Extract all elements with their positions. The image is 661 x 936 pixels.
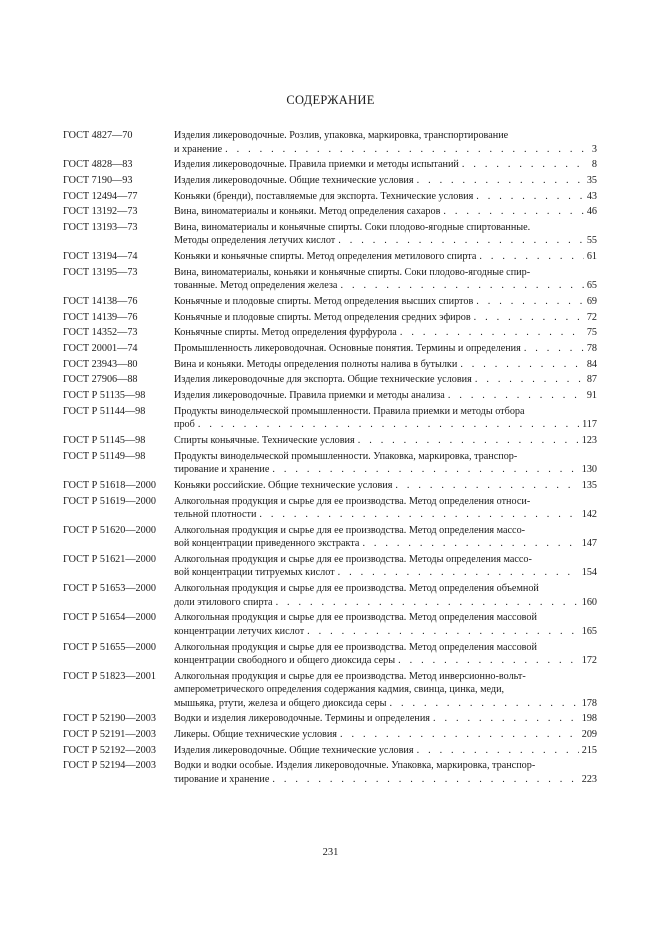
standard-code: ГОСТ 4828—83: [63, 159, 133, 171]
entry-page-number: 61: [586, 251, 597, 263]
entry-body: [174, 129, 597, 156]
dot-leader: [272, 463, 578, 477]
entry-body: [174, 358, 597, 372]
entry-title-text: Коньячные и плодовые спирты. Метод определения высших спиртов: [174, 296, 474, 307]
entry-line: [174, 279, 597, 293]
dot-leader: [398, 654, 579, 668]
entry-title-text: концентрации летучих кислот: [174, 625, 305, 637]
page-number: 231: [322, 847, 339, 858]
entry-page-number: 209: [581, 729, 597, 741]
entry-line: [174, 773, 597, 787]
entry-title-text: амперометрического определения содержания кадмия, свинца, цинка, меди,: [174, 684, 505, 696]
entry-line: [174, 266, 597, 280]
toc-entry: [63, 250, 597, 264]
entry-title-text: Коньяки (бренди), поставляемые для экспорта. Технические условия: [174, 190, 474, 202]
entry-line: [174, 405, 597, 419]
standard-code: ГОСТ 20001—74: [63, 343, 138, 355]
toc-entry: [63, 670, 597, 711]
entry-title-text: Продукты винодельческой промышленности. Правила приемки и методы отбора: [174, 405, 525, 417]
entry-page-number: 65: [586, 280, 597, 292]
standard-code: ГОСТ Р 51618—2000: [63, 479, 156, 491]
entry-line: [174, 537, 597, 551]
entry-line: [174, 143, 597, 157]
entry-page-number: 117: [582, 419, 597, 431]
entry-line: [174, 234, 597, 248]
standard-code: ГОСТ Р 51144—98: [63, 405, 146, 417]
entry-line: [174, 373, 597, 387]
entry-line: [174, 450, 597, 464]
dot-leader: [395, 479, 578, 493]
entry-page-number: 223: [581, 773, 597, 785]
entry-title-text: Ликеры. Общие технические условия: [174, 729, 337, 741]
dot-leader: [479, 250, 583, 264]
entry-body: [174, 266, 597, 293]
entry-line: [174, 295, 597, 309]
entry-line: [174, 311, 597, 325]
toc-entry: [63, 342, 597, 356]
standard-code: ГОСТ Р 51619—2000: [63, 495, 156, 507]
dot-leader: [340, 728, 579, 742]
dot-leader: [358, 434, 579, 448]
entry-line: [174, 524, 597, 538]
entry-page-number: 3: [591, 143, 597, 155]
toc-entry: [63, 728, 597, 742]
standard-code: ГОСТ 13194—74: [63, 251, 138, 263]
dot-leader: [460, 358, 584, 372]
entry-page-number: 130: [581, 464, 597, 476]
entry-title-text: концентрации свободного и общего диоксида серы: [174, 655, 396, 666]
dot-leader: [225, 143, 589, 157]
standard-code: ГОСТ Р 51823—2001: [63, 670, 156, 682]
entry-page-number: 55: [586, 235, 597, 247]
standard-code: ГОСТ 4827—70: [63, 130, 133, 141]
entry-page-number: 43: [586, 190, 597, 202]
entry-line: [174, 463, 597, 477]
toc-entry: [63, 553, 597, 580]
entry-body: [174, 250, 597, 264]
entry-title-text: тирование и хранение: [174, 773, 270, 785]
entry-title-text: Алкогольная продукция и сырье для ее производства. Метод определения относи-: [174, 495, 531, 507]
entry-line: [174, 205, 597, 219]
dot-leader: [338, 234, 584, 248]
entry-title-text: Изделия ликероводочные. Розлив, упаковка, маркировка, транспортирование: [174, 130, 509, 141]
toc-entry: [63, 450, 597, 477]
entry-line: [174, 174, 597, 188]
dot-leader: [276, 596, 579, 610]
entry-line: [174, 670, 597, 684]
entry-line: [174, 389, 597, 403]
entry-page-number: 147: [581, 538, 597, 550]
entry-line: [174, 582, 597, 596]
entry-line: [174, 190, 597, 204]
entry-title-text: тирование и хранение: [174, 464, 270, 476]
toc-entry: [63, 205, 597, 219]
entry-title-text: Коньячные спирты. Метод определения фурфурола: [174, 327, 397, 339]
standard-code: ГОСТ 14139—76: [63, 311, 138, 323]
entry-line: [174, 508, 597, 522]
entry-page-number: 165: [581, 625, 597, 637]
toc-entry: [63, 389, 597, 403]
entry-body: [174, 728, 597, 742]
standard-code: ГОСТ Р 52190—2003: [63, 713, 156, 725]
entry-body: [174, 205, 597, 219]
entry-title-text: Алкогольная продукция и сырье для ее производства. Метод инверсионно-вольт-: [174, 670, 526, 682]
entry-body: [174, 759, 597, 786]
entry-title-text: Изделия ликероводочные. Общие технические условия: [174, 174, 414, 186]
dot-leader: [462, 158, 589, 172]
entry-line: [174, 342, 597, 356]
dot-leader: [198, 418, 579, 432]
toc-entry: [63, 582, 597, 609]
entry-page-number: 178: [581, 697, 597, 709]
standard-code: ГОСТ Р 51135—98: [63, 390, 146, 402]
toc-entry: [63, 174, 597, 188]
entry-page-number: 87: [586, 374, 597, 386]
entry-line: [174, 728, 597, 742]
dot-leader: [476, 190, 584, 204]
toc-entry: [63, 405, 597, 432]
entry-page-number: 78: [586, 343, 597, 355]
toc-entry: [63, 611, 597, 638]
standard-code: ГОСТ 13193—73: [63, 221, 138, 233]
entry-title-text: Вина, виноматериалы и коньяки. Метод определения сахаров: [174, 206, 441, 218]
toc-entry: [63, 641, 597, 668]
entry-title-text: Алкогольная продукция и сырье для ее производства. Метод определения массовой: [174, 612, 537, 624]
standard-code: ГОСТ 12494—77: [63, 190, 138, 202]
dot-leader: [475, 373, 584, 387]
toc-entry: [63, 495, 597, 522]
entry-body: [174, 744, 597, 758]
entry-title-text: проб: [174, 419, 195, 431]
entry-line: [174, 744, 597, 758]
entry-line: [174, 697, 597, 711]
entry-page-number: 8: [591, 159, 597, 171]
entry-title-text: Методы определения летучих кислот: [174, 235, 336, 247]
entry-title-text: Продукты винодельческой промышленности. Упаковка, маркировка, транспор-: [174, 450, 518, 462]
toc-entry: [63, 158, 597, 172]
entry-body: [174, 641, 597, 668]
entry-line: [174, 712, 597, 726]
entry-page-number: 172: [581, 655, 597, 666]
entry-title-text: вой концентрации приведенного экстракта: [174, 538, 360, 550]
entry-body: [174, 326, 597, 340]
toc-entry: [63, 358, 597, 372]
entry-body: [174, 405, 597, 432]
toc-entry: [63, 759, 597, 786]
entry-title-text: тованные. Метод определения железа: [174, 280, 338, 292]
entry-title-text: тельной плотности: [174, 509, 257, 521]
standard-code: ГОСТ Р 52192—2003: [63, 744, 156, 756]
dot-leader: [340, 279, 583, 293]
dot-leader: [338, 566, 579, 580]
dot-leader: [307, 625, 579, 639]
entry-page-number: 46: [586, 206, 597, 218]
entry-title-text: Водки и изделия ликероводочные. Термины и определения: [174, 713, 430, 725]
entry-page-number: 35: [586, 174, 597, 186]
toc-entry: [63, 479, 597, 493]
dot-leader: [433, 712, 579, 726]
toc-entry: [63, 744, 597, 758]
standard-code: ГОСТ Р 51149—98: [63, 450, 146, 462]
entry-line: [174, 654, 597, 668]
dot-leader: [417, 174, 584, 188]
standard-code: ГОСТ 7190—93: [63, 174, 133, 186]
entry-page-number: 154: [581, 567, 597, 579]
dot-leader: [272, 773, 578, 787]
entry-title-text: Вина и коньяки. Методы определения полноты налива в бутылки: [174, 358, 458, 370]
entry-title-text: Коньячные и плодовые спирты. Метод определения средних эфиров: [174, 311, 471, 323]
dot-leader: [400, 326, 584, 340]
dot-leader: [448, 389, 584, 403]
entry-title-text: Промышленность ликероводочная. Основные понятия. Термины и определения: [174, 343, 521, 355]
entry-line: [174, 625, 597, 639]
toc-entry: [63, 190, 597, 204]
toc-entry: [63, 311, 597, 325]
entry-line: [174, 479, 597, 493]
entry-page-number: 142: [581, 509, 597, 521]
toc-entry: [63, 129, 597, 156]
entry-title-text: Алкогольная продукция и сырье для ее производства. Метод определения массо-: [174, 524, 526, 536]
entry-body: [174, 311, 597, 325]
standard-code: ГОСТ Р 52191—2003: [63, 729, 156, 741]
entry-line: [174, 358, 597, 372]
standard-code: ГОСТ Р 51620—2000: [63, 524, 156, 536]
entry-title-text: доли этилового спирта: [174, 596, 273, 608]
entry-body: [174, 190, 597, 204]
entry-page-number: 135: [581, 479, 597, 491]
toc-entry: [63, 326, 597, 340]
dot-leader: [362, 537, 578, 551]
dot-leader: [474, 311, 584, 325]
entry-page-number: 84: [586, 358, 597, 370]
standard-code: ГОСТ Р 51655—2000: [63, 641, 156, 653]
entry-line: [174, 418, 597, 432]
entry-title-text: Коньяки российские. Общие технические условия: [174, 479, 393, 491]
entry-line: [174, 129, 597, 143]
entry-body: [174, 495, 597, 522]
entry-line: [174, 158, 597, 172]
entry-line: [174, 566, 597, 580]
entry-page-number: 123: [581, 435, 597, 446]
entry-body: [174, 670, 597, 711]
toc-entry: [63, 524, 597, 551]
entry-page-number: 215: [581, 744, 597, 756]
entry-line: [174, 641, 597, 655]
entry-title-text: мышьяка, ртути, железа и общего диоксида серы: [174, 697, 387, 709]
standard-code: ГОСТ 13195—73: [63, 266, 138, 278]
entry-page-number: 69: [586, 296, 597, 307]
dot-leader: [443, 205, 583, 219]
standard-code: ГОСТ Р 52194—2003: [63, 760, 156, 772]
standard-code: ГОСТ Р 51621—2000: [63, 553, 156, 565]
entry-line: [174, 326, 597, 340]
toc-entry: [63, 221, 597, 248]
dot-leader: [476, 295, 584, 309]
standard-code: ГОСТ Р 51653—2000: [63, 583, 156, 595]
dot-leader: [389, 697, 578, 711]
page-title: СОДЕРЖАНИЕ: [286, 93, 375, 107]
standard-code: ГОСТ Р 51654—2000: [63, 612, 156, 624]
entry-body: [174, 611, 597, 638]
entry-title-text: Вина, виноматериалы, коньяки и коньячные спирты. Соки плодово-ягодные спир-: [174, 266, 531, 278]
entry-body: [174, 342, 597, 356]
dot-leader: [524, 342, 584, 356]
standard-code: ГОСТ 14138—76: [63, 296, 138, 307]
entry-body: [174, 373, 597, 387]
standard-code: ГОСТ 27906—88: [63, 374, 138, 386]
entry-body: [174, 389, 597, 403]
entry-body: [174, 479, 597, 493]
entry-title-text: Водки и водки особые. Изделия ликероводочные. Упаковка, маркировка, транспор-: [174, 760, 536, 772]
entry-title-text: Алкогольная продукция и сырье для ее производства. Метод определения объемной: [174, 583, 539, 595]
toc-entry: [63, 373, 597, 387]
entry-title-text: Изделия ликероводочные. Правила приемки и методы испытаний: [174, 159, 459, 171]
toc-entry: [63, 434, 597, 448]
entry-body: [174, 553, 597, 580]
entry-body: [174, 450, 597, 477]
entry-page-number: 198: [581, 713, 597, 725]
entry-line: [174, 250, 597, 264]
standard-code: ГОСТ 14352—73: [63, 327, 138, 339]
entry-title-text: Спирты коньячные. Технические условия: [174, 435, 355, 446]
entry-body: [174, 221, 597, 248]
entry-page-number: 72: [586, 311, 597, 323]
toc-entry: [63, 712, 597, 726]
standard-code: ГОСТ Р 51145—98: [63, 435, 146, 446]
entry-page-number: 75: [586, 327, 597, 339]
entry-title-text: Изделия ликероводочные. Общие технические условия: [174, 744, 414, 756]
entry-title-text: Алкогольная продукция и сырье для ее производства. Метод определения массовой: [174, 641, 537, 653]
entry-body: [174, 712, 597, 726]
entry-title-text: Изделия ликероводочные. Правила приемки и методы анализа: [174, 390, 445, 402]
entry-line: [174, 759, 597, 773]
entry-body: [174, 524, 597, 551]
entry-line: [174, 221, 597, 235]
entry-body: [174, 582, 597, 609]
standard-code: ГОСТ 23943—80: [63, 358, 138, 370]
entry-line: [174, 611, 597, 625]
entry-line: [174, 495, 597, 509]
entry-title-text: и хранение: [174, 143, 223, 155]
entry-title-text: вой концентрации титруемых кислот: [174, 567, 335, 579]
table-of-contents: [63, 129, 597, 789]
dot-leader: [259, 508, 578, 522]
entry-line: [174, 596, 597, 610]
entry-line: [174, 434, 597, 448]
toc-entry: [63, 295, 597, 309]
entry-body: [174, 158, 597, 172]
entry-page-number: 91: [586, 390, 597, 402]
entry-body: [174, 295, 597, 309]
entry-line: [174, 553, 597, 567]
entry-title-text: Изделия ликероводочные для экспорта. Общие технические условия: [174, 374, 472, 386]
entry-body: [174, 434, 597, 448]
entry-title-text: Алкогольная продукция и сырье для ее производства. Методы определения массо-: [174, 553, 532, 565]
toc-entry: [63, 266, 597, 293]
entry-page-number: 160: [581, 596, 597, 608]
dot-leader: [417, 744, 579, 758]
entry-body: [174, 174, 597, 188]
entry-line: [174, 683, 597, 697]
entry-title-text: Коньяки и коньячные спирты. Метод определения метилового спирта: [174, 251, 477, 263]
entry-title-text: Вина, виноматериалы и коньячные спирты. Соки плодово-ягодные спиртованные.: [174, 221, 531, 233]
standard-code: ГОСТ 13192—73: [63, 206, 138, 218]
